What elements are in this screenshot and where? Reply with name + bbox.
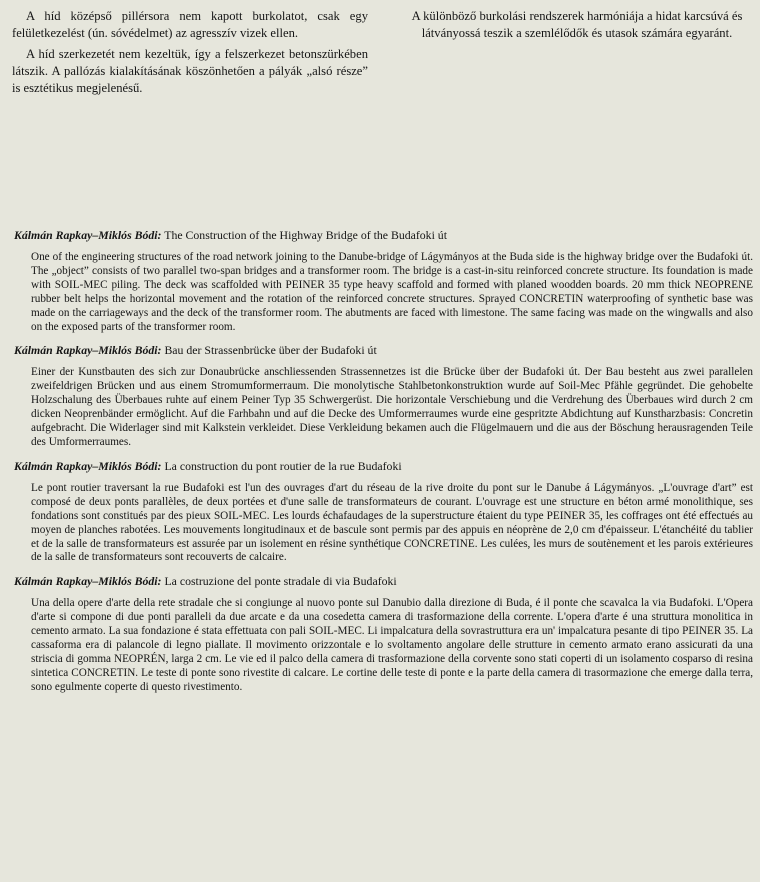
summary-authors: Kálmán Rapkay–Miklós Bódi: [14, 343, 162, 358]
summary-french [14, 459, 754, 565]
summary-heading [14, 343, 754, 357]
foreign-language-summaries [14, 228, 754, 704]
summary-body: One of the engineering structures of the road network joining to the Danube-bridge of Lágymányos at the Buda side is the highway bridge over the Budafoki út. The „object” consists of two parallel two-span bridges and a transformer room. The bridge is a cast-in-situ reinforced concrete structure. Its foundation is made with SOIL-MEC piling. The deck was scaffolded with PEINER 35 type heavy scaffold and formed with planed woodden boards. 20 mm thick NEOPRENE rubber belt helps the horizontal movement and the rotation of the reinforced concrete structures. Sprayed CONCRETIN waterproofing of synthetic base was made on the carriageways and the deck of the transformer room. The abutments are faced with limestone. The same facing was made on the wingwalls and also on the exposed parts of the transformer room. [31, 251, 753, 333]
hungarian-text-left-column [12, 8, 368, 97]
summary-heading [14, 459, 754, 473]
summary-authors: Kálmán Rapkay–Miklós Bódi: [14, 228, 162, 242]
summary-authors: Kálmán Rapkay–Miklós Bódi: [14, 574, 162, 589]
summary-body: Einer der Kunstbauten des sich zur Donaubrücke anschliessenden Strassennetzes ist die Brücke über der Budafoki út. Der Bau besteht aus zwei parallelen zweifeldrigen Brücken und aus einem Stromumformerraum. Die monolytische Stahlbetonkonstruktion wurde auf Soil-Mec Pfähle gegründet. Die gehobelte Holzschalung des Überbaues ruhte auf einem Peiner Typ 35 Schwergerüst. Die horizontale Verschiebung und die Verdrehung des Überbaues wird durch 2 cm dicken Neoprenbänder ermöglicht. Auf die Farhbahn und auf die Decke des Umformerraumes wurde eine gespritzte Abdichtung auf Kunstharzbasis: Concretin aufgebracht. Die Widerlager sind mit Kalkstein verkleidet. Diese Verkleidung bekamen auch die Flügelmauern und die aus der Böschung herausragenden Teile des Umformerraumes. [31, 366, 753, 448]
hungarian-text-right-column [398, 8, 756, 42]
right-paragraph: A különböző burkolási rendszerek harmóniája a hidat karcsúvá és látványossá teszik a szemlélődők és utasok számára egyaránt. [411, 9, 743, 40]
summary-authors: Kálmán Rapkay–Miklós Bódi: [14, 458, 162, 473]
left-paragraph-1: A híd középső pillérsora nem kapott burkolatot, csak egy felületkezelést (ún. sóvédelmet) az agresszív vizek ellen. [12, 9, 368, 40]
summary-title: The Construction of the Highway Bridge of the Budafoki út [164, 228, 447, 242]
summary-italian [14, 574, 754, 694]
left-paragraph-2: A híd szerkezetét nem kezeltük, így a felszerkezet betonszürkében látszik. A pallózás kialakításának köszönhetően a pályák „alsó része” is esztétikus megjelenésű. [12, 47, 368, 95]
summary-title: La construction du pont routier de la rue Budafoki [164, 458, 402, 473]
summary-title: Bau der Strassenbrücke über der Budafoki út [164, 343, 377, 358]
summary-german [14, 343, 754, 449]
summary-heading [14, 228, 754, 242]
summary-title: La costruzione del ponte stradale di via Budafoki [164, 574, 397, 589]
summary-english [14, 228, 754, 334]
summary-heading [14, 574, 754, 588]
summary-body: Una della opere d'arte della rete stradale che si congiunge al nuovo ponte sul Danubio dalla direzione di Buda, é il ponte che scavalca la via Budafoki. L'Opera d'arte si compone di due ponti paralleli da due arcate e da una cosedetta camera di trasformazione della corrente. L'opera d'arte é una struttura monolitica in cemento armato. La sua fondazione é stata effettuata con pali SOIL-MEC. Li impalcatura della sovrastruttura era un' impalcatura pesante di tipo PEINER 35. La cassaforma era di palancole di legno piallate. Il movimento orizzontale e lo svoltamento angolare delle strutture in cemento armato erano assicurati da una striscia di gomma NEOPRÉN, larga 2 cm. Le vie ed il palco della camera di trasformazione della corvente sono stati coperti di un isolamento cosparso di resina sintetica CONCRETIN. Le teste di ponte sono rivestite di calcare. Le cortine delle teste di ponte e la parte della camera di trasormazione che emerge dalla terra, sono egulmente coperte di questo rivestimento. [31, 597, 753, 693]
summary-body: Le pont routier traversant la rue Budafoki est l'un des ouvrages d'art du réseau de la rive droite du pont sur le Danube á Lágymányos. „L'ouvrage d'art” est composé de deux ponts parallèles, de deux portées et d'une salle de transformateurs de courant. L'ouvrage est une structure en béton armé monolithique, ses fondations sont constitués par des pieux SOIL-MEC. Les lourds échafaudages de la superstructure étaient du type PEINER 35, les coffrages ont été effectués au moyen de planches rabotées. Les mouvements longitudinaux et de bascule sont permis par des appuis en néoprène de 2,0 cm d'épaisseur. L'étanchéité du tablier et de la salle de transformateurs est assurée par un isolement en résine synthétique CONCRETINE. Les culées, les murs de soutènement et les parois extérieures de la salle de transformateurs sont recouverts de calcaire. [31, 481, 753, 564]
